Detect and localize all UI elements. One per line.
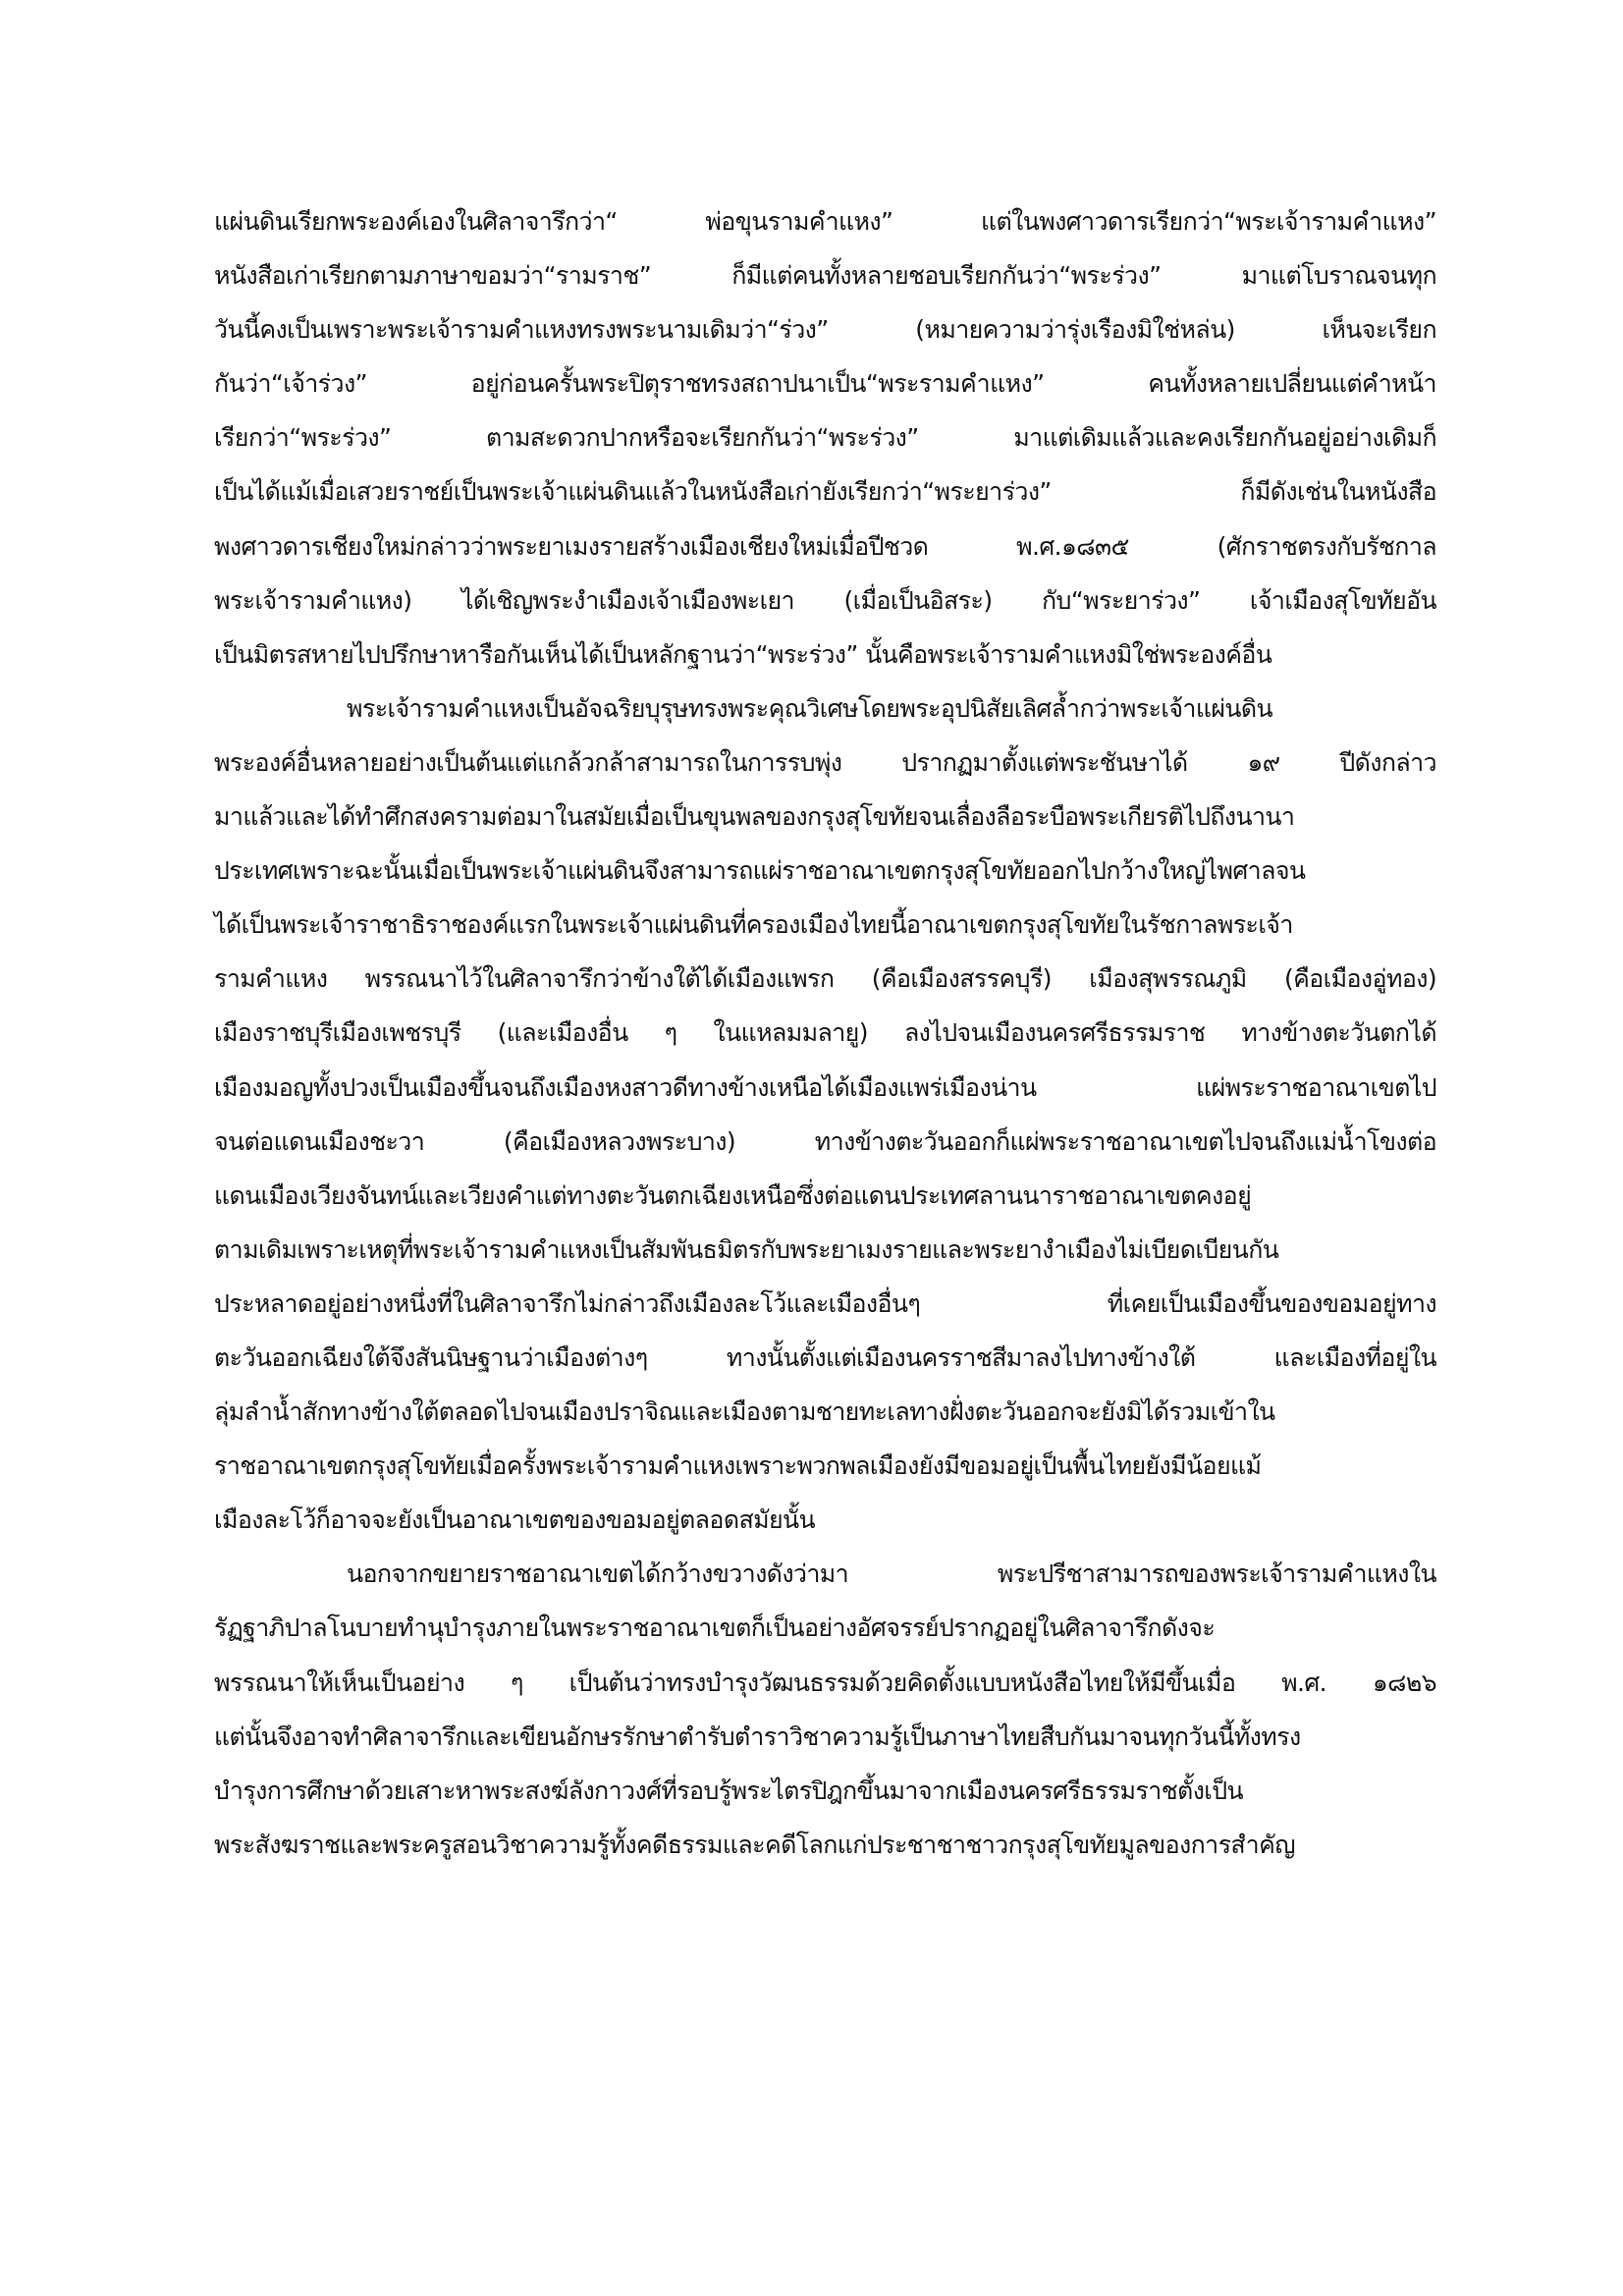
text-line: แดนเมืองเวียงจันทน์และเวียงคำแต่ทางตะวันตกเฉียงเหนือซึ่งต่อแดนประเทศลานนาราชอาณาเขตคงอยู่ <box>214 1180 1252 1210</box>
text-line: เมืองมอญทั้งปวงเป็นเมืองขึ้นจนถึงเมืองหงสาวดีทางข้างเหนือได้เมืองแพร่เมืองน่าน แผ่พระราชอาณาเขตไป <box>214 1072 1436 1102</box>
text-line: เมืองละโว้ก็อาจจะยังเป็นอาณาเขตของขอมอยู่ตลอดสมัยนั้น <box>214 1505 816 1535</box>
text-line: หนังสือเก่าเรียกตามภาษาขอมว่า“รามราช” ก็มีแต่คนทั้งหลายชอบเรียกกันว่า“พระร่วง” มาแต่โบราณจนทุก <box>214 261 1436 291</box>
text-line: บำรุงการศึกษาด้วยเสาะหาพระสงฆ์ลังกาวงศ์ที่รอบรู้พระไตรปิฎกขึ้นมาจากเมืองนครศรีธรรมราชตั้งเป็น <box>214 1776 1244 1805</box>
text-line: วันนี้คงเป็นเพราะพระเจ้ารามคำแหงทรงพระนามเดิมว่า“ร่วง” (หมายความว่ารุ่งเรืองมิใช่หล่น) เห็นจะเรียก <box>214 315 1436 345</box>
text-line: แต่นั้นจึงอาจทำศิลาจารึกและเขียนอักษรรักษาตำรับตำราวิชาความรู้เป็นภาษาไทยสืบกันมาจนทุกวันนี้ทั้งทรง <box>214 1722 1301 1751</box>
text-line: รามคำแหง พรรณนาไว้ในศิลาจารึกว่าข้างใต้ได้เมืองแพรก (คือเมืองสรรคบุรี) เมืองสุพรรณภูมิ (คือเมืองอู่ทอง) <box>214 964 1436 994</box>
text-line: เป็นได้แม้เมื่อเสวยราชย์เป็นพระเจ้าแผ่นดินแล้วในหนังสือเก่ายังเรียกว่า“พระยาร่วง” ก็มีดังเช่นในหนังสือ <box>214 477 1436 507</box>
text-line: ราชอาณาเขตกรุงสุโขทัยเมื่อครั้งพระเจ้ารามคำแหงเพราะพวกพลเมืองยังมีขอมอยู่เป็นพื้นไทยยังมีน้อยแม้ <box>214 1451 1262 1481</box>
text-line: เป็นมิตรสหายไปปรึกษาหารือกันเห็นได้เป็นหลักฐานว่า“พระร่วง” นั้นคือพระเจ้ารามคำแหงมิใช่พระองค์อื่น <box>214 639 1272 669</box>
text-line: ลุ่มลำน้ำสักทางข้างใต้ตลอดไปจนเมืองปราจิณและเมืองตามชายทะเลทางฝั่งตะวันออกจะยังมิได้รวมเข้าใน <box>214 1397 1275 1427</box>
text-line: ตะวันออกเฉียงใต้จึงสันนิษฐานว่าเมืองต่างๆ ทางนั้นตั้งแต่เมืองนครราชสีมาลงไปทางข้างใต้ และเมืองที่อยู่ใน <box>214 1342 1436 1372</box>
text-line: แผ่นดินเรียกพระองค์เองในศิลาจารึกว่า“ พ่อขุนรามคำแหง” แต่ในพงศาวดารเรียกว่า“พระเจ้ารามคำแหง” <box>214 207 1436 236</box>
text-line: พงศาวดารเชียงใหม่กล่าวว่าพระยาเมงรายสร้างเมืองเชียงใหม่เมื่อปีชวด พ.ศ.๑๘๓๕ (ศักราชตรงกับรัชกาล <box>214 531 1436 561</box>
text-line: พระเจ้ารามคำแหง) ได้เชิญพระงำเมืองเจ้าเมืองพะเยา (เมื่อเป็นอิสระ) กับ“พระยาร่วง” เจ้าเมืองสุโขทัยอัน <box>214 585 1436 615</box>
text-line: จนต่อแดนเมืองชะวา (คือเมืองหลวงพระบาง) ทางข้างตะวันออกก็แผ่พระราชอาณาเขตไปจนถึงแม่น้ำโขงต่อ <box>214 1126 1436 1156</box>
text-line: มาแล้วและได้ทำศึกสงครามต่อมาในสมัยเมื่อเป็นขุนพลของกรุงสุโขทัยจนเลื่องลือระบือพระเกียรติไปถึงนานา <box>214 802 1295 832</box>
text-line: เรียกว่า“พระร่วง” ตามสะดวกปากหรือจะเรียกกันว่า“พระร่วง” มาแต่เดิมแล้วและคงเรียกกันอยู่อย่างเดิมก็ <box>214 423 1436 453</box>
text-line: รัฏฐาภิปาลโนบายทำนุบำรุงภายในพระราชอาณาเขตก็เป็นอย่างอัศจรรย์ปรากฏอยู่ในศิลาจารึกดังจะ <box>214 1613 1216 1643</box>
text-line: ได้เป็นพระเจ้าราชาธิราชองค์แรกในพระเจ้าแผ่นดินที่ครองเมืองไทยนี้อาณาเขตกรุงสุโขทัยในรัชกาลพระเจ้า <box>214 910 1293 940</box>
text-line: ประหลาดอยู่อย่างหนึ่งที่ในศิลาจารึกไม่กล่าวถึงเมืองละโว้และเมืองอื่นๆ ที่เคยเป็นเมืองขึ้นของขอมอยู่ทาง <box>214 1288 1436 1318</box>
text-line: พรรณนาให้เห็นเป็นอย่าง ๆ เป็นต้นว่าทรงบำรุงวัฒนธรรมด้วยคิดตั้งแบบหนังสือไทยให้มีขึ้นเมื่อ พ.ศ. ๑๘๒๖ <box>214 1667 1436 1697</box>
text-line: ตามเดิมเพราะเหตุที่พระเจ้ารามคำแหงเป็นสัมพันธมิตรกับพระยาเมงรายและพระยางำเมืองไม่เบียดเบียนกัน <box>214 1234 1279 1264</box>
paragraph-first-line: พระเจ้ารามคำแหงเป็นอัจฉริยบุรุษทรงพระคุณวิเศษโดยพระอุปนิสัยเลิศล้ำกว่าพระเจ้าแผ่นดิน <box>347 693 1272 723</box>
text-line: เมืองราชบุรีเมืองเพชรบุรี (และเมืองอื่น ๆ ในแหลมมลายู) ลงไปจนเมืองนครศรีธรรมราช ทางข้างตะวันตกได้ <box>214 1018 1436 1048</box>
body-text <box>214 194 1436 1872</box>
text-line: กันว่า“เจ้าร่วง” อยู่ก่อนครั้นพระปิตุราชทรงสถาปนาเป็น“พระรามคำแหง” คนทั้งหลายเปลี่ยนแต่คำหน้า <box>214 369 1436 399</box>
paragraph-first-line: นอกจากขยายราชอาณาเขตได้กว้างขวางดังว่ามา พระปรีชาสามารถของพระเจ้ารามคำแหงใน <box>347 1559 1436 1589</box>
text-line: พระสังฆราชและพระครูสอนวิชาความรู้ทั้งคดีธรรมและคดีโลกแก่ประชาชาชาวกรุงสุโขทัยมูลของการสำคัญ <box>214 1830 1295 1859</box>
text-line: ประเทศเพราะฉะนั้นเมื่อเป็นพระเจ้าแผ่นดินจึงสามารถแผ่ราชอาณาเขตกรุงสุโขทัยออกไปกว้างใหญ่ไพศาลจน <box>214 856 1306 886</box>
text-line: พระองค์อื่นหลายอย่างเป็นต้นแต่แกล้วกล้าสามารถในการรบพุ่ง ปรากฏมาตั้งแต่พระชันษาได้ ๑๙ ปีดังกล่าว <box>214 747 1436 777</box>
